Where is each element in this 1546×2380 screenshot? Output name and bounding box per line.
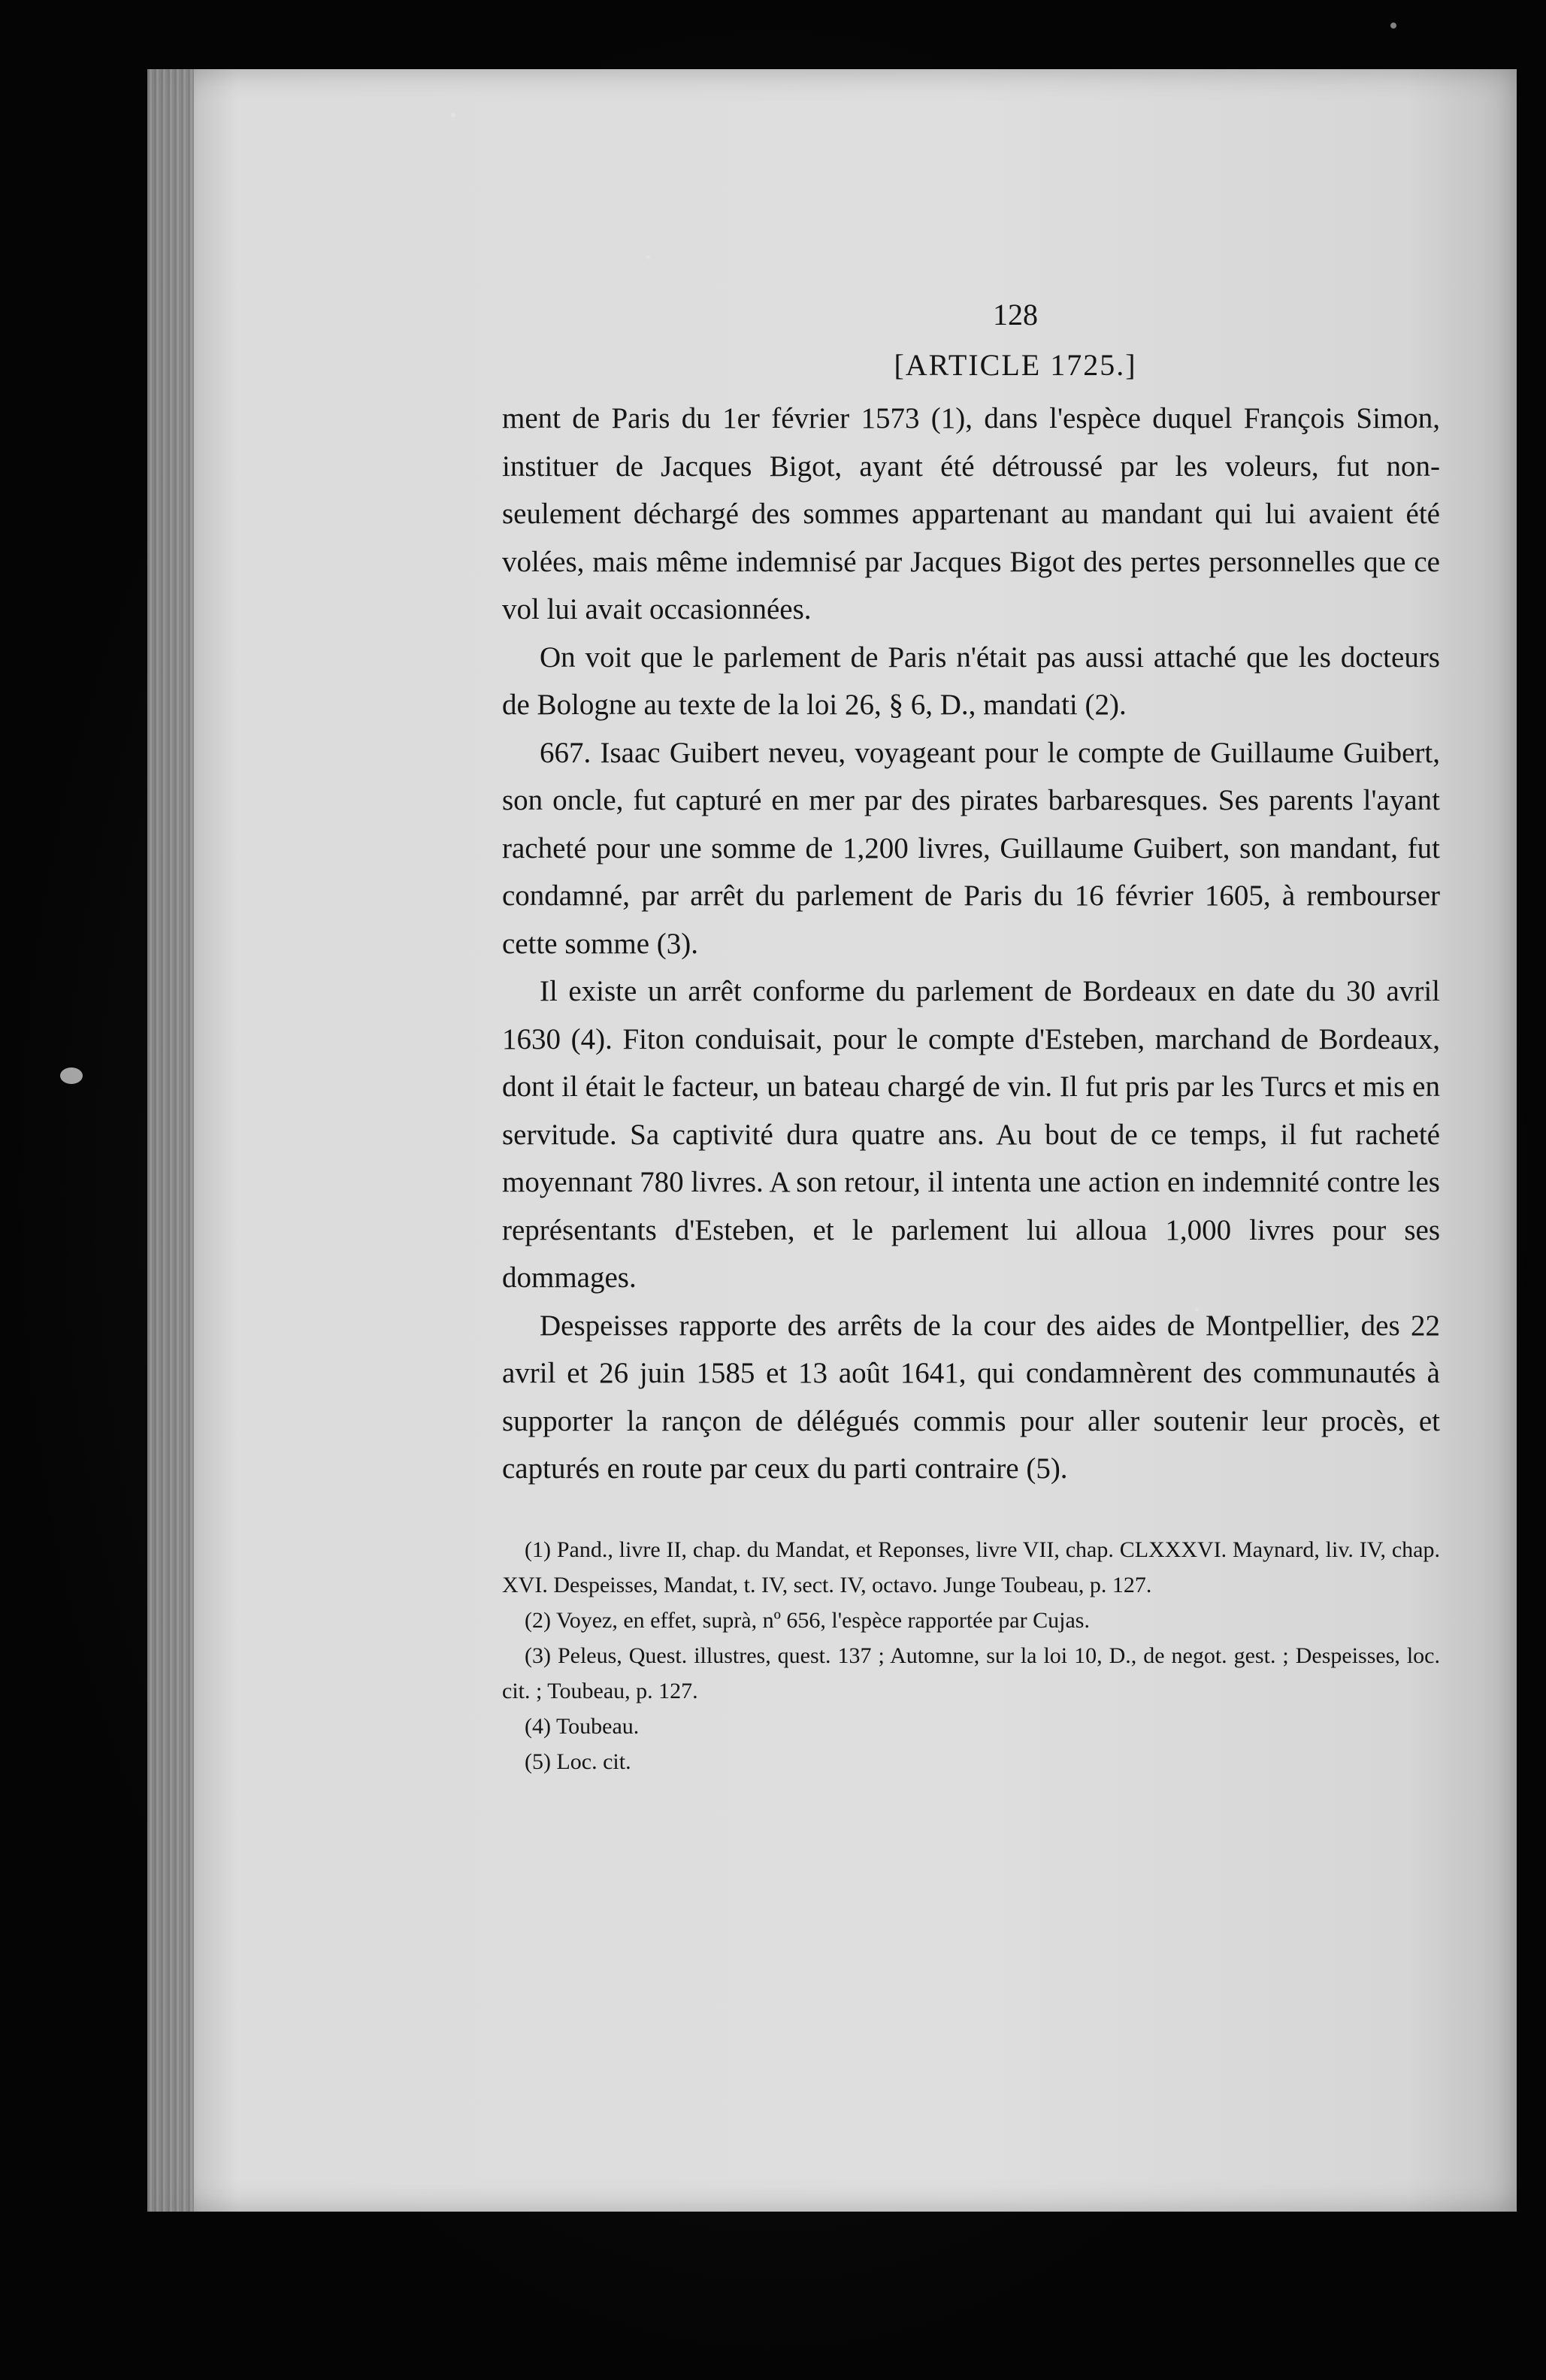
page-gutter [147,69,194,2212]
footnote: (3) Peleus, Quest. illustres, quest. 137 ; Automne, sur la loi 10, D., de negot. gest. ; Despeisses, loc. cit. ; Toubeau, p. 127. [502,1643,1440,1703]
scan-speck [646,256,650,259]
page-header [502,297,1440,383]
paragraph: 667. Isaac Guibert neveu, voyageant pour le compte de Guillaume Guibert, son oncle, fut capturé en mer par des pirates barbaresques. Ses parents l'ayant racheté pour une somme de 1,200 livres, Guillaume Guibert, son mandant, fut condamné, par arrêt du parlement de Paris du 16 février 1605, à rembourser cette somme (3). [502,736,1440,960]
scan-speck [1390,23,1396,29]
paragraph: Il existe un arrêt conforme du parlement de Bordeaux en date du 30 avril 1630 (4). Fiton conduisait, pour le compte d'Esteben, marchand de Bordeaux, dont il était le facteur, un bateau chargé de vin. Il fut pris par les Turcs et mis en servitude. Sa captivité dura quatre ans. Au bout de ce temps, il fut racheté moyennant 780 livres. A son retour, il intenta une action en indemnité contre les représentants d'Esteben, et le parlement lui alloua 1,000 livres pour ses dommages. [502,975,1440,1294]
page-number: 128 [993,298,1038,332]
scan-speck [60,1067,83,1084]
body-text [502,395,1440,1493]
running-head: [ARTICLE 1725.] [894,348,1137,382]
footnote: (5) Loc. cit. [525,1749,631,1774]
footnotes [502,1532,1440,1779]
paragraph: Despeisses rapporte des arrêts de la cour des aides de Montpellier, des 22 avril et 26 juin 1585 et 13 août 1641, qui condamnèrent des communautés à supporter la rançon de délégués commis pour aller soutenir leur procès, et capturés en route par ceux du parti contraire (5). [502,1309,1440,1485]
footnote: (4) Toubeau. [525,1713,640,1739]
paragraph: On voit que le parlement de Paris n'était pas aussi attaché que les docteurs de Bologne au texte de la loi 26, § 6, D., mandati (2). [502,640,1440,721]
footnote: (1) Pand., livre II, chap. du Mandat, et Reponses, livre VII, chap. CLXXXVI. Maynard, liv. IV, chap. XVI. Despeisses, Mandat, t. IV, sect. IV, octavo. Junge Toubeau, p. 127. [502,1537,1440,1597]
footnote: (2) Voyez, en effet, suprà, nº 656, l'espèce rapportée par Cujas. [525,1607,1090,1633]
text-block [502,297,1440,1779]
scan-speck [451,113,455,117]
paragraph: ment de Paris du 1er février 1573 (1), dans l'espèce duquel François Simon, instituer de Jacques Bigot, ayant été détroussé par les voleurs, fut non-seulement déchargé des sommes appartenant au mandant qui lui avaient été volées, mais même indemnisé par Jacques Bigot des pertes personnelles que ce vol lui avait occasionnées. [502,402,1440,625]
